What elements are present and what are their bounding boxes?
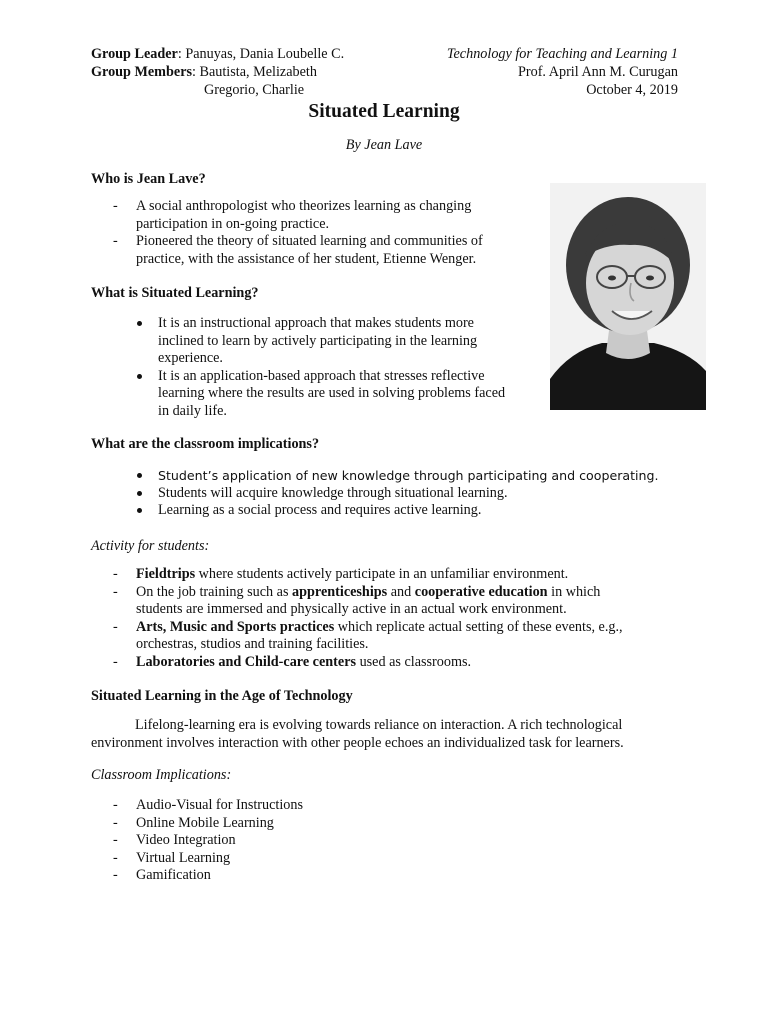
list-item: It is an application-based approach that stresses reflective: [136, 368, 505, 386]
apprenticeships-term: apprenticeships: [292, 583, 388, 600]
ojt-text-c: in which: [547, 583, 601, 600]
what-list: [136, 315, 505, 421]
activity-list: [113, 566, 623, 672]
list-item: - Online Mobile Learning: [113, 815, 303, 833]
labs-term: Laboratories and Child-care centers: [136, 653, 357, 670]
arts-line2: orchestras, studios and training facilities.: [136, 636, 369, 653]
list-item-text: experience.: [158, 350, 223, 367]
who-list: [113, 198, 483, 268]
classroom-heading: Classroom Implications:: [91, 767, 232, 783]
list-item-continuation: [113, 636, 623, 654]
page-title: Situated Learning: [308, 101, 460, 122]
who-heading: Who is Jean Lave?: [91, 171, 206, 187]
jean-lave-portrait: [550, 183, 706, 410]
list-item-labs: [113, 654, 623, 672]
list-item-text: practice, with the assistance of her student, Etienne Wenger.: [136, 250, 477, 267]
portrait-illustration: [550, 183, 706, 410]
ojt-text-b: and: [387, 583, 415, 600]
course-name: Technology for Teaching and Learning 1: [446, 46, 678, 62]
activity-heading: Activity for students:: [91, 538, 210, 554]
list-item: Student’s application of new knowledge through participating and cooperating.: [136, 467, 659, 485]
list-item: - Audio-Visual for Instructions: [113, 797, 303, 815]
labs-text: used as classrooms.: [356, 653, 472, 670]
group-leader-name: : Panuyas, Dania Loubelle C.: [177, 46, 345, 62]
list-item: Learning as a social process and requires active learning.: [136, 502, 659, 520]
list-item-ojt: [113, 584, 623, 602]
arts-term: Arts, Music and Sports practices: [136, 618, 335, 635]
professor-name: Prof. April Ann M. Curugan: [517, 64, 678, 80]
list-item-text: learning where the results are used in solving problems faced: [158, 385, 506, 402]
list-item: - A social anthropologist who theorizes learning as changing: [113, 198, 483, 216]
technology-paragraph: Lifelong-learning era is evolving towards reliance on interaction. A rich technological environment involves interaction with other people echoes an individualized task for learners.: [91, 717, 624, 751]
list-item-text: in daily life.: [158, 402, 227, 419]
document-date: October 4, 2019: [586, 82, 678, 98]
list-item: Students will acquire knowledge through situational learning.: [136, 485, 659, 503]
ojt-line2: students are immersed and physically active in an actual work environment.: [136, 601, 567, 618]
fieldtrips-text: where students actively participate in an unfamiliar environment.: [195, 566, 569, 582]
group-leader-label: Group Leader: [91, 46, 178, 62]
list-item: It is an instructional approach that makes students more: [136, 315, 505, 333]
fieldtrips-term: Fieldtrips: [136, 566, 196, 582]
list-item-continuation: [136, 403, 505, 421]
group-member-second: Gregorio, Charlie: [204, 82, 305, 98]
list-item-continuation: [113, 251, 483, 269]
list-item: - Gamification: [113, 867, 303, 885]
ojt-text-a: On the job training such as: [136, 583, 293, 600]
list-item-continuation: [136, 333, 505, 351]
list-item-continuation: [113, 601, 623, 619]
list-item-text: participation in on-going practice.: [136, 215, 330, 232]
list-item: - Pioneered the theory of situated learning and communities of: [113, 233, 483, 251]
list-item: - Video Integration: [113, 832, 303, 850]
what-heading: What is Situated Learning?: [91, 285, 259, 301]
group-members-label: Group Members: [91, 64, 193, 80]
implications-list: [136, 467, 659, 520]
list-item-text: inclined to learn by actively participating in the learning: [158, 332, 478, 349]
technology-heading: Situated Learning in the Age of Technology: [91, 688, 353, 704]
implications-heading: What are the classroom implications?: [91, 436, 320, 452]
group-member-first: : Bautista, Melizabeth: [192, 64, 317, 80]
list-item-fieldtrips: [113, 566, 623, 584]
list-item-continuation: [113, 216, 483, 234]
byline: By Jean Lave: [345, 137, 423, 153]
group-members-line: [91, 64, 317, 82]
list-item-continuation: [136, 350, 505, 368]
list-item-arts: [113, 619, 623, 637]
group-leader-line: [91, 46, 344, 64]
list-item-continuation: [136, 385, 505, 403]
list-item: - Virtual Learning: [113, 850, 303, 868]
cooperative-education-term: cooperative education: [414, 583, 548, 600]
arts-text: which replicate actual setting of these events, e.g.,: [334, 618, 623, 635]
classroom-list: [113, 797, 303, 885]
